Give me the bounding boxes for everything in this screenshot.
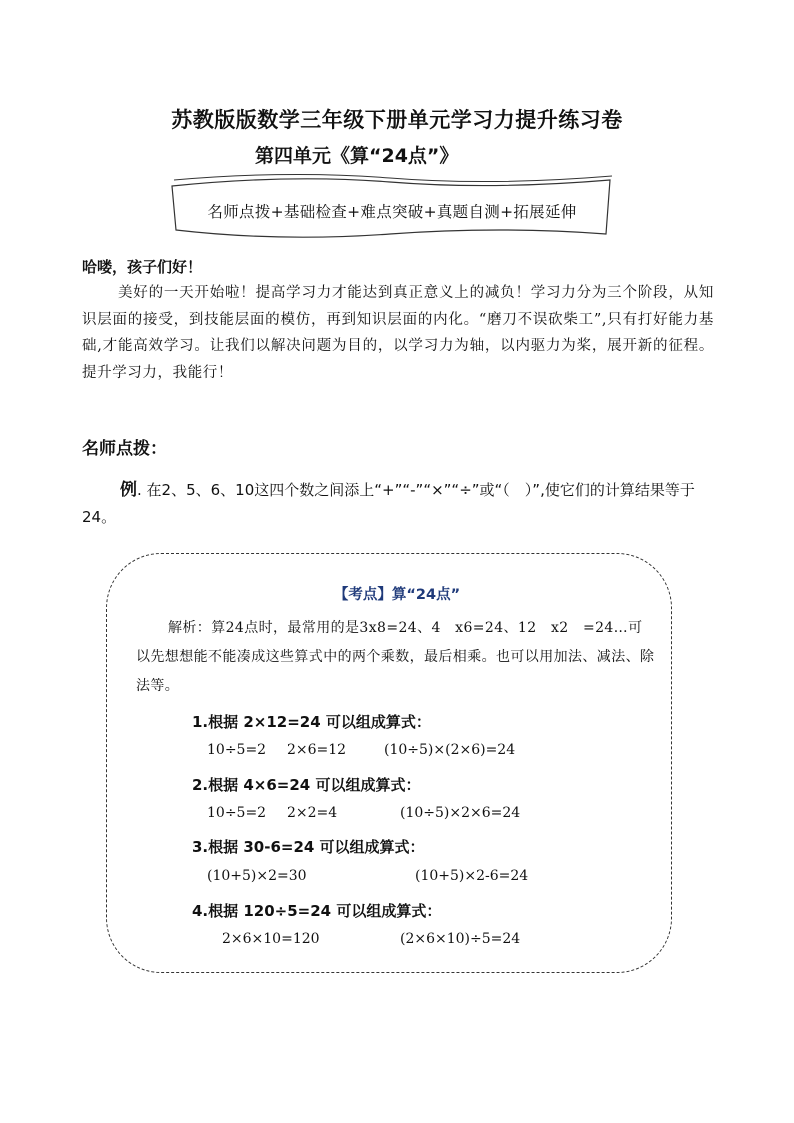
rule-2-eq-1: 10÷5=2 bbox=[207, 805, 267, 821]
rule-1-eq-2: 2×6=12 bbox=[287, 742, 347, 758]
rule-3-heading: 3.根据 30-6=24 可以组成算式： bbox=[192, 838, 425, 856]
knowledge-point-title: 【考点】算“24点” bbox=[333, 587, 461, 603]
rule-3-eq-1: (10+5)×2=30 bbox=[207, 868, 307, 884]
greeting-title: 哈喽，孩子们好！ bbox=[82, 258, 203, 276]
rule-4-eq-1: 2×6×10=120 bbox=[222, 931, 320, 947]
rule-1-heading: 1.根据 2×12=24 可以组成算式： bbox=[192, 713, 431, 731]
example-label: 例 bbox=[120, 480, 137, 500]
rule-4-heading: 4.根据 120÷5=24 可以组成算式： bbox=[192, 902, 442, 920]
example-question bbox=[82, 477, 714, 531]
banner-text: 名师点拨+基础检查+难点突破+真题自测+拓展延伸 bbox=[207, 203, 577, 221]
rule-2-eq-3: (10÷5)×2×6=24 bbox=[400, 805, 521, 821]
feature-banner bbox=[170, 172, 614, 242]
section-title: 名师点拨： bbox=[82, 439, 167, 459]
rule-1-eq-3: (10÷5)×(2×6)=24 bbox=[384, 742, 516, 758]
rule-4-eq-2: (2×6×10)÷5=24 bbox=[400, 931, 521, 947]
page-title: 苏教版版数学三年级下册单元学习力提升练习卷 bbox=[171, 108, 623, 132]
rule-1-eq-1: 10÷5=2 bbox=[207, 742, 267, 758]
greeting-paragraph: 美好的一天开始啦！提高学习力才能达到真正意义上的减负！学习力分为三个阶段，从知识层面的接受，到技能层面的模仿，再到知识层面的内化。“磨刀不误砍柴工”,只有打好能力基础,才能高效学习。让我们以解决问题为目的，以学习力为轴，以内驱力为桨，展开新的征程。提升学习力，我能行！ bbox=[82, 285, 714, 381]
analysis-text: 解析：算24点时，最常用的是3x8=24、4 x6=24、12 x2 =24…可以先想想能不能凑成这些算式中的两个乘数，最后相乘。也可以用加法、减法、除法等。 bbox=[136, 620, 655, 694]
rule-2-eq-2: 2×2=4 bbox=[287, 805, 338, 821]
rule-2-heading: 2.根据 4×6=24 可以组成算式： bbox=[192, 776, 421, 794]
example-text: . 在2、5、6、10这四个数之间添上“+”“-”“×”“÷”或“（ ）”,使它们的计算结果等于24。 bbox=[82, 481, 695, 526]
rule-3-eq-2: (10+5)×2-6=24 bbox=[415, 868, 529, 884]
unit-subtitle: 第四单元《算“24点”》 bbox=[255, 145, 459, 167]
